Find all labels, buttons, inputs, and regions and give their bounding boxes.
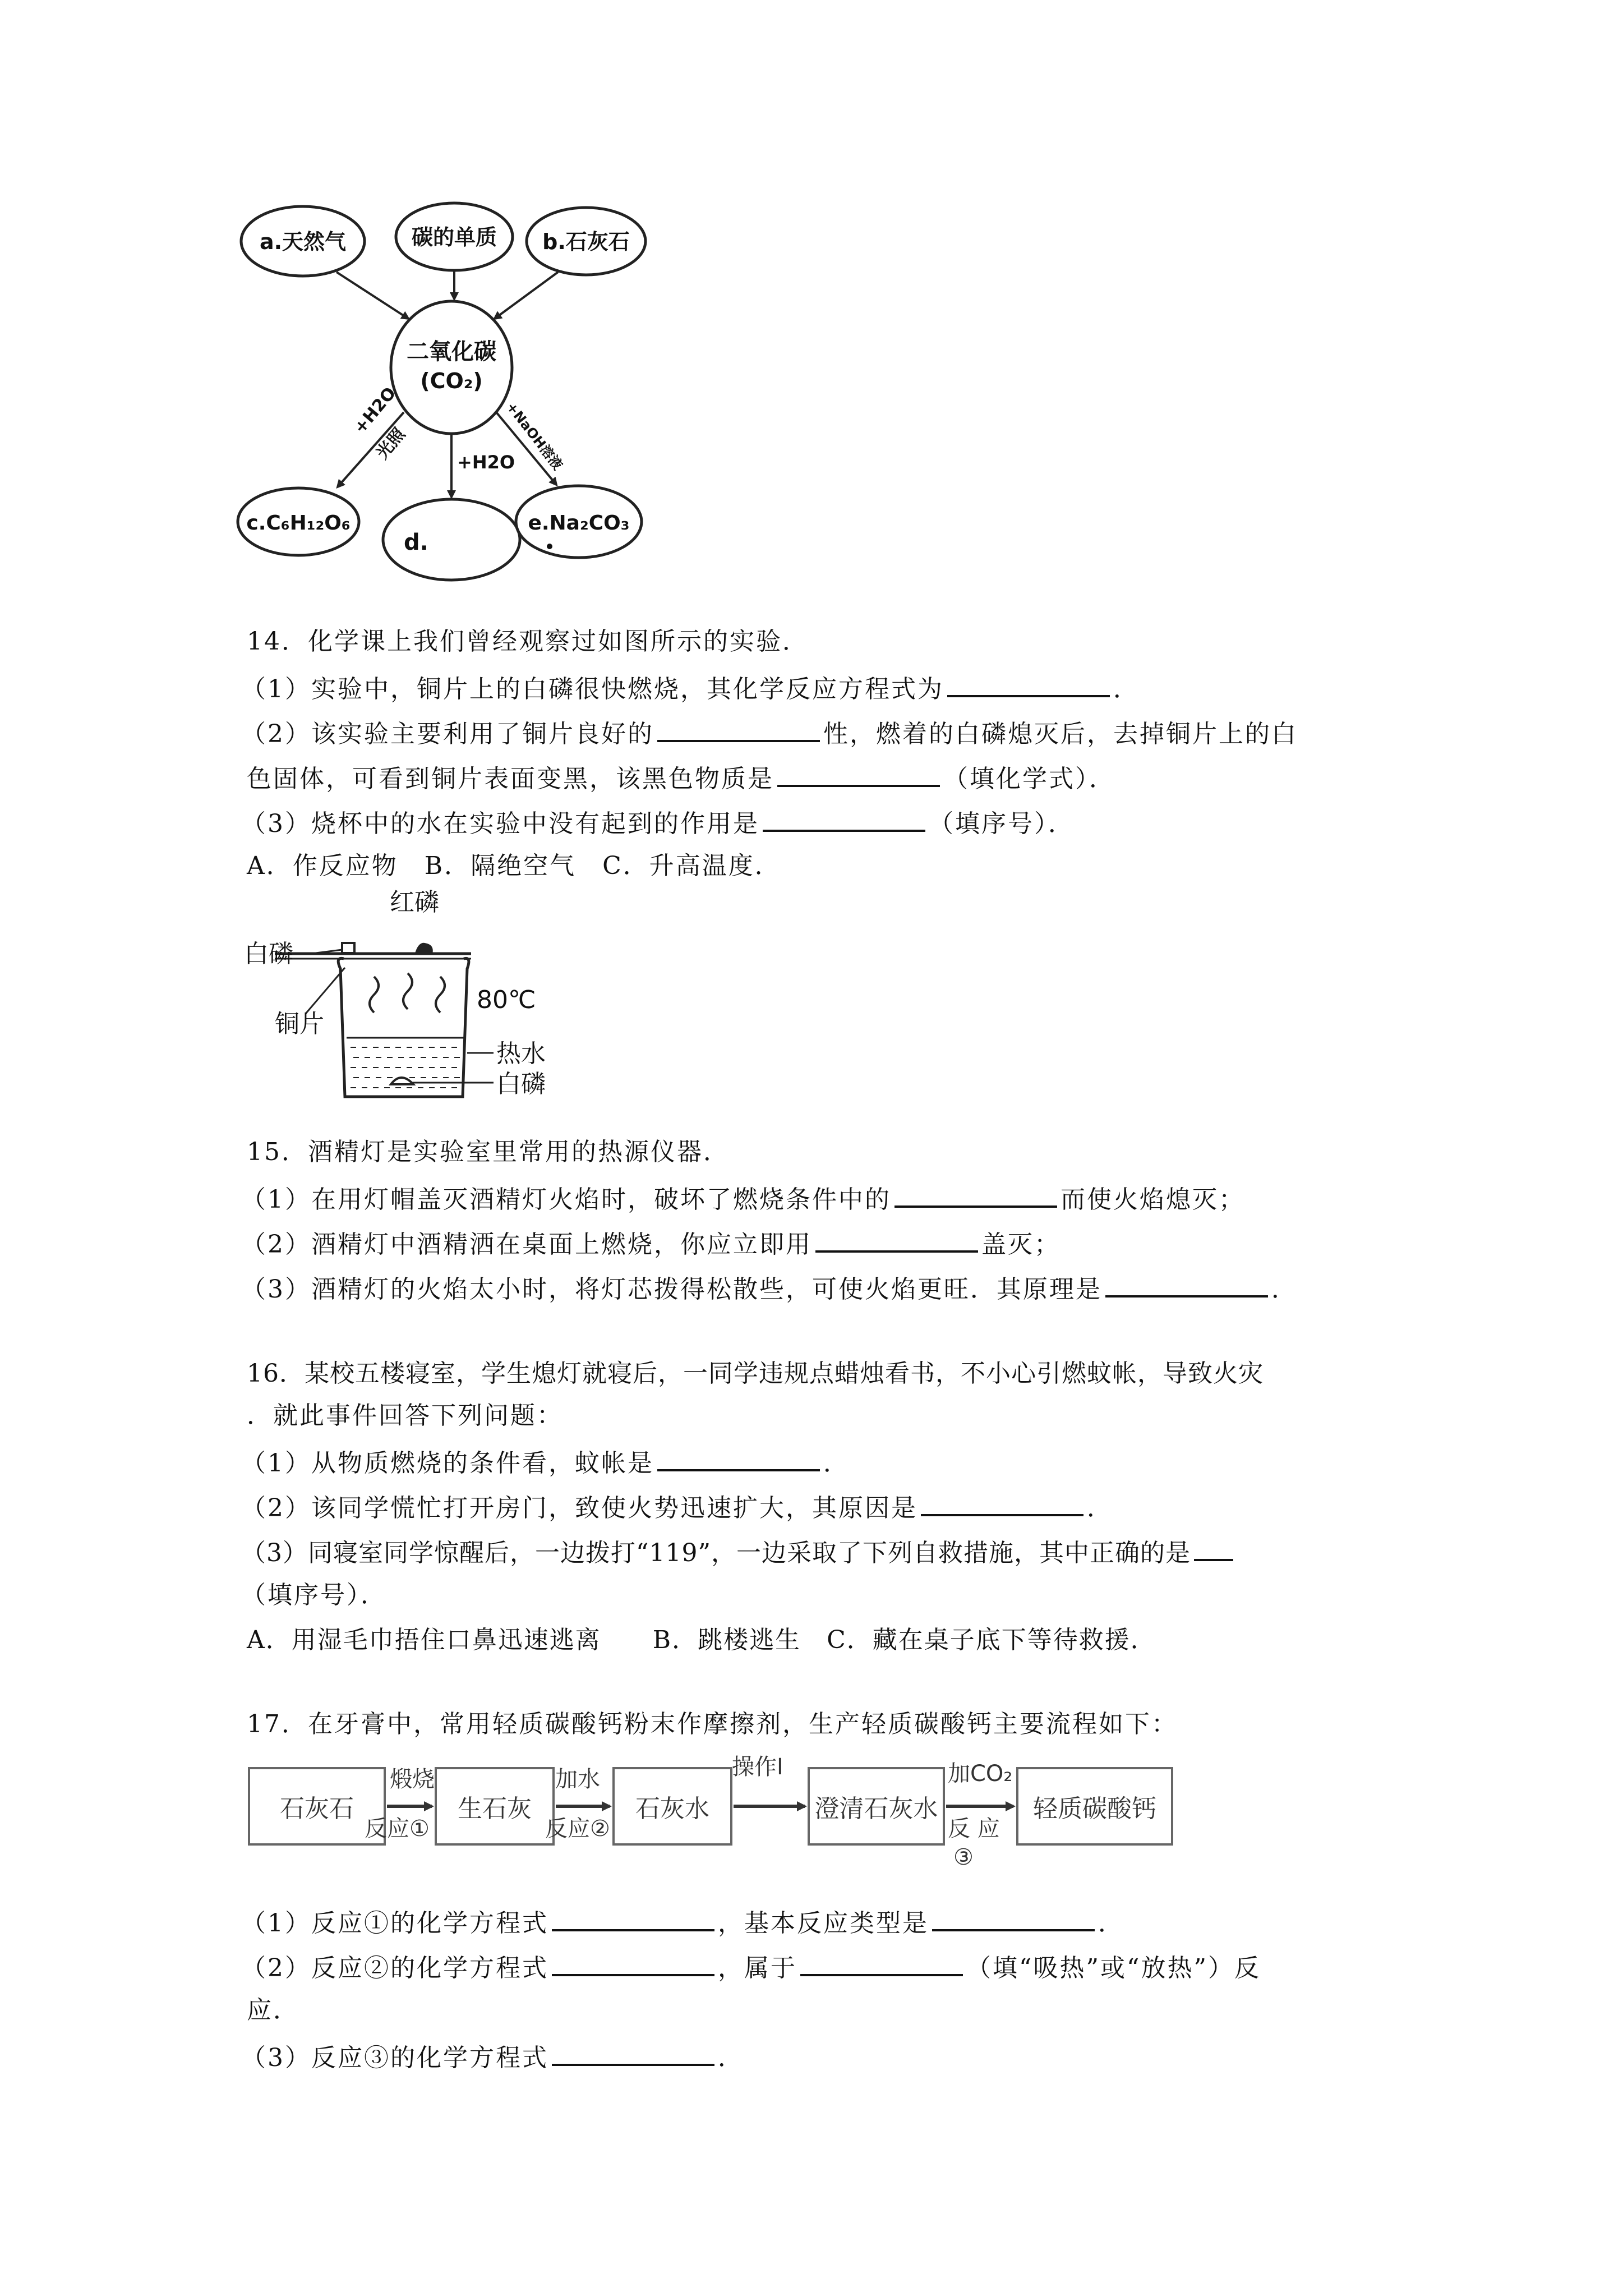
red-p-blob: [417, 944, 431, 953]
q17-part3-text-b: ．: [718, 2044, 744, 2072]
edge-right-label: +NaOH溶液: [503, 399, 566, 473]
q15-part3-text-a: （3）酒精灯的火焰太小时，将灯芯拨得松散些，可使火焰更旺．其原理是: [241, 1275, 1102, 1304]
q17-blank-2[interactable]: [932, 1904, 1095, 1931]
leader-copper: [306, 968, 345, 1014]
flow-label-reaction3-num: ③: [953, 1844, 974, 1870]
edge-left-label-2: 光照: [372, 424, 409, 463]
q15-part3: [241, 1271, 1298, 1306]
node-carbon-label: 碳的单质: [411, 225, 497, 250]
q17-part3-text-a: （3）反应③的化学方程式: [241, 2044, 548, 2072]
flow-label-add-water: 加水: [555, 1766, 600, 1792]
q14-blank-4[interactable]: [763, 805, 925, 832]
q14-part2-text-d: （填化学式）．: [943, 765, 1115, 793]
flow-box-limestone: 石灰石: [248, 1767, 386, 1846]
q16-blank-1[interactable]: [657, 1444, 820, 1471]
q16-part1-text-a: （1）从物质燃烧的条件看，蚊帐是: [241, 1449, 654, 1478]
q16-blank-2[interactable]: [921, 1489, 1083, 1516]
q17-part2: [241, 1949, 1261, 1985]
beaker: [338, 958, 469, 1097]
q14-part3: [241, 805, 1075, 840]
flow-arrows: [0, 1767, 1623, 1846]
q17-title: 17．在牙膏中，常用轻质碳酸钙粉末作摩擦剂，生产轻质碳酸钙主要流程如下：: [247, 1710, 1178, 1738]
label-white-p-left: 白磷: [244, 940, 293, 968]
q14-part1-text: （1）实验中，铜片上的白磷很快燃烧，其化学反应方程式为: [241, 675, 944, 703]
q16-title-cont: ．就此事件回答下列问题：: [247, 1401, 563, 1430]
q17-blank-5[interactable]: [552, 2039, 714, 2066]
q15-blank-2[interactable]: [815, 1226, 978, 1253]
node-b-label: b.石灰石: [542, 229, 630, 254]
label-copper: 铜片: [275, 1010, 324, 1038]
q15-part1-text-a: （1）在用灯帽盖灭酒精灯火焰时，破坏了燃烧条件中的: [241, 1185, 891, 1214]
center-label-2: (CO₂): [420, 369, 483, 393]
q16-part2-text-b: ．: [1087, 1494, 1113, 1522]
arrow-b-to-co2: [495, 272, 558, 319]
node-e-label: e.Na₂CO₃: [528, 512, 630, 535]
co2-relationship-diagram: [236, 191, 695, 583]
q17-part2-text-b: ，属于: [718, 1954, 797, 1982]
q16-part1: [241, 1444, 850, 1480]
node-c-label: c.C₆H₁₂O₆: [246, 512, 351, 535]
q15-blank-3[interactable]: [1105, 1271, 1268, 1297]
q17-blank-3[interactable]: [552, 1949, 714, 1976]
q14-part1-end: ．: [1113, 675, 1140, 703]
center-co2-ellipse: [391, 301, 512, 434]
q15-title: 15．酒精灯是实验室里常用的热源仪器．: [247, 1138, 730, 1166]
q14-experiment-figure: [244, 884, 569, 1102]
q15-part3-text-b: ．: [1271, 1275, 1298, 1304]
q14-part2-cont: [247, 760, 1115, 795]
q16-blank-3[interactable]: [1194, 1534, 1233, 1561]
white-p-holder: [342, 943, 354, 953]
node-e-dot: [547, 544, 552, 549]
q14-part2-text-a: （2）该实验主要利用了铜片良好的: [241, 720, 654, 748]
q15-part2-text-a: （2）酒精灯中酒精洒在桌面上燃烧，你应立即用: [241, 1230, 812, 1259]
flow-label-reaction3: 反 应: [948, 1816, 1000, 1842]
flow-box-quicklime: 生石灰: [435, 1767, 555, 1846]
flow-label-add-co2: 加CO₂: [948, 1761, 1013, 1787]
q17-blank-4[interactable]: [800, 1949, 963, 1976]
arrow-a-to-co2: [336, 272, 408, 319]
q17-part2-cont: 应．: [247, 1996, 299, 2024]
q15-blank-1[interactable]: [895, 1181, 1057, 1208]
q14-part2-text-c: 色固体，可看到铜片表面变黑，该黑色物质是: [247, 765, 774, 793]
edge-left-label-1: +H2O: [350, 383, 400, 438]
q14-part3-text-b: （填序号）．: [929, 809, 1075, 838]
q15-part1-text-b: 而使火焰熄灭；: [1061, 1185, 1245, 1214]
label-white-p-bottom: 白磷: [496, 1070, 546, 1098]
label-temp: 80℃: [477, 986, 536, 1014]
edge-mid-label: +H2O: [457, 452, 515, 473]
q17-blank-1[interactable]: [552, 1904, 714, 1931]
q14-options: A．作反应物 B．隔绝空气 C．升高温度．: [247, 852, 781, 880]
steam-2: [403, 973, 412, 1009]
q16-part1-text-b: ．: [823, 1449, 850, 1478]
label-hot-water: 热水: [496, 1039, 546, 1068]
q15-part2-text-b: 盖灭；: [981, 1230, 1061, 1259]
node-a-label: a.天然气: [259, 229, 347, 254]
label-red-p: 红磷: [390, 888, 439, 917]
q17-part3: [241, 2039, 744, 2074]
q14-blank-1[interactable]: [947, 670, 1110, 697]
q16-part3-cont: （填序号）．: [241, 1581, 387, 1609]
q17-part2-text-c: （填“吸热”或“放热”）反: [966, 1954, 1261, 1982]
flow-box-clear-limewater: 澄清石灰水: [808, 1767, 945, 1846]
flow-box-limewater: 石灰水: [612, 1767, 732, 1846]
white-p-under-water: [391, 1078, 413, 1084]
q17-part1-text-a: （1）反应①的化学方程式: [241, 1909, 548, 1938]
steam-1: [370, 977, 379, 1013]
q15-part2: [241, 1226, 1061, 1261]
q14-part2-text-b: 性，燃着的白磷熄灭后，去掉铜片上的白: [823, 720, 1298, 748]
q14-part2: [241, 715, 1298, 751]
q14-title: 14．化学课上我们曾经观察过如图所示的实验．: [247, 627, 809, 656]
q17-part2-text-a: （2）反应②的化学方程式: [241, 1954, 548, 1982]
q14-part3-text-a: （3）烧杯中的水在实验中没有起到的作用是: [241, 809, 759, 838]
q14-part1: [241, 670, 1140, 706]
flow-label-operation1: 操作Ⅰ: [732, 1754, 783, 1780]
q16-part2: [241, 1489, 1113, 1525]
node-d-label: d.: [404, 530, 428, 555]
flow-label-reaction1: 反应①: [365, 1816, 430, 1842]
q15-part1: [241, 1181, 1245, 1216]
q16-part3: [241, 1534, 1237, 1570]
flow-label-reaction2: 反应②: [545, 1816, 610, 1842]
q17-part1-text-b: ，基本反应类型是: [718, 1909, 929, 1938]
flow-label-calcine: 煅烧: [390, 1766, 435, 1792]
flow-box-light-calcium-carbonate: 轻质碳酸钙: [1016, 1767, 1173, 1846]
q14-blank-2[interactable]: [657, 715, 820, 742]
q17-part1: [241, 1904, 1124, 1940]
q17-part1-text-c: ．: [1098, 1909, 1124, 1938]
q16-title: 16．某校五楼寝室，学生熄灯就寝后，一同学违规点蜡烛看书，不小心引燃蚊帐，导致火灾: [247, 1359, 1264, 1388]
q16-part2-text-a: （2）该同学慌忙打开房门，致使火势迅速扩大，其原因是: [241, 1494, 917, 1522]
q14-blank-3[interactable]: [777, 760, 940, 787]
q16-options: A．用湿毛巾捂住口鼻迅速逃离 B．跳楼逃生 C．藏在桌子底下等待救援．: [247, 1626, 1156, 1654]
center-label-1: 二氧化碳: [407, 339, 496, 365]
steam-3: [436, 977, 445, 1013]
q16-part3-text-a: （3）同寝室同学惊醒后，一边拨打“119”，一边采取了下列自救措施，其中正确的是: [241, 1539, 1191, 1567]
